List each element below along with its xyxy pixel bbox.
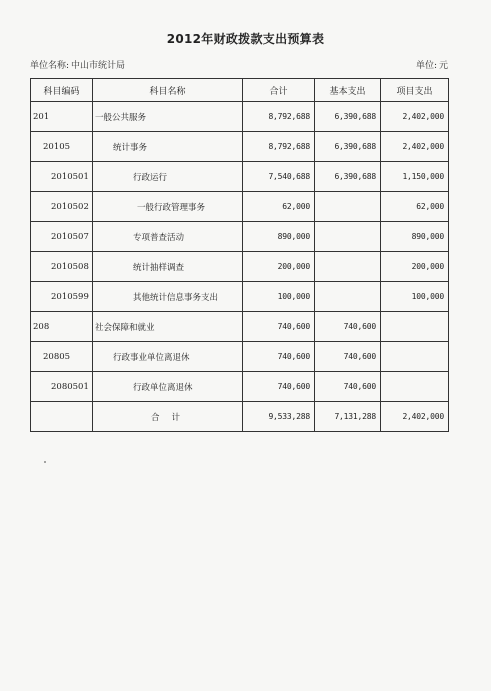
table-row: [31, 132, 449, 162]
cell-name: 行政运行: [93, 162, 243, 192]
cell-basic: 740,600: [315, 372, 381, 402]
table-total-row: [31, 402, 449, 432]
header-basic: 基本支出: [315, 79, 381, 102]
cell-name: 行政事业单位离退休: [93, 342, 243, 372]
cell-project: 200,000: [381, 252, 449, 282]
table-row: [31, 162, 449, 192]
document-title: 2012年财政拨款支出预算表: [166, 32, 325, 46]
cell-code: 201: [31, 102, 93, 132]
cell-total: 7,540,688: [243, 162, 315, 192]
table-row: [31, 102, 449, 132]
cell-code: 2010599: [31, 282, 93, 312]
cell-project: 2,402,000: [381, 132, 449, 162]
cell-basic: [315, 282, 381, 312]
cell-name: 统计事务: [93, 132, 243, 162]
currency-label: 单位:: [415, 61, 437, 71]
cell-code: 2010501: [31, 162, 93, 192]
cell-code: 2010502: [31, 192, 93, 222]
cell-code: 2010508: [31, 252, 93, 282]
cell-project: 890,000: [381, 222, 449, 252]
cell-basic: 6,390,688: [315, 132, 381, 162]
cell-name: 统计抽样调查: [93, 252, 243, 282]
cell-project: [381, 342, 449, 372]
cell-total: 9,533,288: [243, 402, 315, 432]
table-row: [31, 372, 449, 402]
cell-project: 2,402,000: [381, 102, 449, 132]
table-header: [31, 79, 449, 102]
header-name: 科目名称: [93, 79, 243, 102]
table-row: [31, 282, 449, 312]
total-label: 合计: [93, 402, 243, 432]
cell-code: 2080501: [31, 372, 93, 402]
cell-total: 62,000: [243, 192, 315, 222]
cell-basic: 6,390,688: [315, 102, 381, 132]
currency-value: 元: [438, 61, 448, 71]
cell-total: 200,000: [243, 252, 315, 282]
cell-code: 20805: [31, 342, 93, 372]
table-row: [31, 222, 449, 252]
cell-basic: 6,390,688: [315, 162, 381, 192]
cell-total: 8,792,688: [243, 132, 315, 162]
cell-project: [381, 312, 449, 342]
table-header-row: [31, 79, 449, 102]
cell-project: 2,402,000: [381, 402, 449, 432]
cell-total: 890,000: [243, 222, 315, 252]
table-row: [31, 192, 449, 222]
paper-speck: [44, 461, 46, 463]
cell-code: 208: [31, 312, 93, 342]
header-code: 科目编码: [31, 79, 93, 102]
cell-project: 1,150,000: [381, 162, 449, 192]
header-project: 项目支出: [381, 79, 449, 102]
cell-total: 740,600: [243, 372, 315, 402]
cell-basic: 740,600: [315, 312, 381, 342]
table-row: [31, 312, 449, 342]
cell-code: [31, 402, 93, 432]
cell-basic: 740,600: [315, 342, 381, 372]
unit-name-label: 单位名称:: [30, 61, 70, 71]
cell-name: 行政单位离退休: [93, 372, 243, 402]
header-total: 合计: [243, 79, 315, 102]
cell-basic: [315, 192, 381, 222]
cell-total: 8,792,688: [243, 102, 315, 132]
cell-project: [381, 372, 449, 402]
cell-name: 其他统计信息事务支出: [93, 282, 243, 312]
unit-name-value: 中山市统计局: [71, 61, 126, 71]
table-row: [31, 342, 449, 372]
cell-code: 20105: [31, 132, 93, 162]
cell-total: 740,600: [243, 342, 315, 372]
cell-name: 一般公共服务: [93, 102, 243, 132]
budget-table: [30, 78, 449, 432]
cell-basic: 7,131,288: [315, 402, 381, 432]
table-body: [31, 102, 449, 432]
cell-project: 62,000: [381, 192, 449, 222]
cell-total: 740,600: [243, 312, 315, 342]
table-row: [31, 252, 449, 282]
cell-basic: [315, 252, 381, 282]
cell-name: 社会保障和就业: [93, 312, 243, 342]
unit-name-line: [30, 58, 125, 71]
cell-name: 一般行政管理事务: [93, 192, 243, 222]
cell-total: 100,000: [243, 282, 315, 312]
cell-project: 100,000: [381, 282, 449, 312]
currency-line: [416, 58, 448, 71]
cell-basic: [315, 222, 381, 252]
cell-name: 专项普查活动: [93, 222, 243, 252]
cell-code: 2010507: [31, 222, 93, 252]
